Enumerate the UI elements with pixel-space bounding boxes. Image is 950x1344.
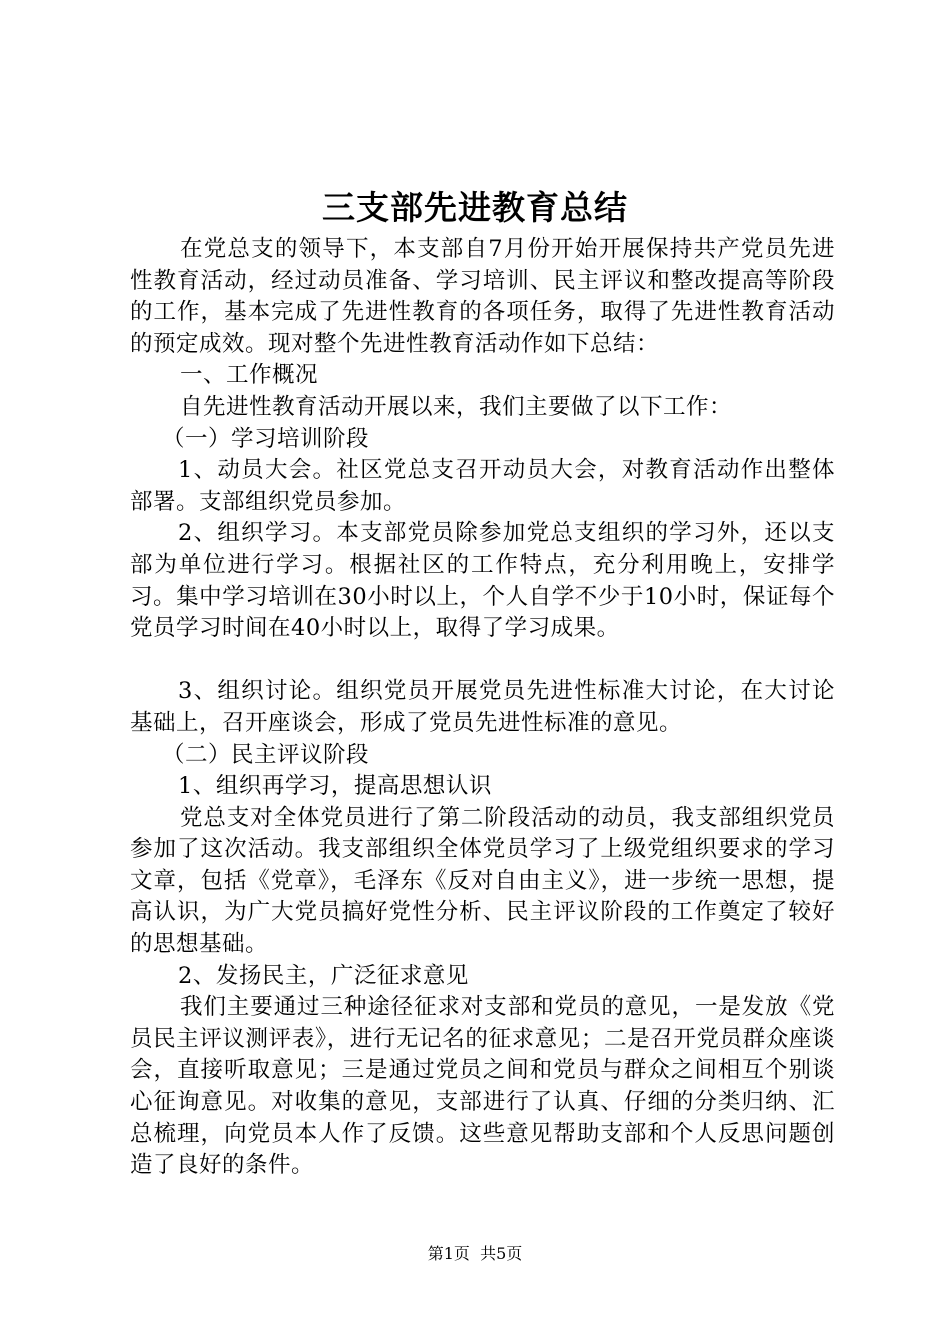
- item-democracy-heading: 2、发扬民主，广泛征求意见: [178, 962, 469, 989]
- document-title: 三支部先进教育总结: [322, 188, 628, 227]
- paragraph-opinion-collection: 我们主要通过三种途径征求对支部和党员的意见，一是发放《党员民主评议测评表》，进行无记名的征求意见；二是召开党员群众座谈会，直接听取意见；三是通过党员之间和党员与群众之间相互个别谈心征询意见。对收集的意见，支部进行了认真、仔细的分类归纳、汇总梳理，向党员本人作了反馈。这些意见帮助支部和个人反思问题创造了良好的条件。: [130, 994, 835, 1179]
- item-organized-study: 2、组织学习。本支部党员除参加党总支组织的学习外，还以支部为单位进行学习。根据社区的工作特点，充分利用晚上，安排学习。集中学习培训在30小时以上，个人自学不少于10小时，保证每个党员学习时间在40小时以上，取得了学习成果。: [130, 520, 835, 642]
- paragraph-restudy: 党总支对全体党员进行了第二阶段活动的动员，我支部组织党员参加了这次活动。我支部组织全体党员学习了上级党组织要求的学习文章，包括《党章》，毛泽东《反对自由主义》，进一步统一思想，提高认识，为广大党员搞好党性分析、民主评议阶段的工作奠定了较好的思想基础。: [130, 804, 835, 958]
- blank-line: [130, 645, 835, 677]
- subsection-heading-democratic-review: （二）民主评议阶段: [162, 741, 370, 768]
- item-mobilization-meeting: 1、动员大会。社区党总支召开动员大会，对教育活动作出整体部署。支部组织党员参加。: [130, 457, 835, 515]
- paragraph-work-summary: 自先进性教育活动开展以来，我们主要做了以下工作：: [180, 393, 733, 420]
- section-heading-work-overview: 一、工作概况: [180, 362, 319, 389]
- document-body: [130, 234, 835, 1182]
- intro-paragraph: 在党总支的领导下，本支部自7月份开始开展保持共产党员先进性教育活动，经过动员准备、学习培训、民主评议和整改提高等阶段的工作，基本完成了先进性教育的各项任务，取得了先进性教育活动的预定成效。现对整个先进性教育活动作如下总结：: [130, 236, 835, 357]
- item-restudy-heading: 1、组织再学习，提高思想认识: [178, 773, 492, 800]
- subsection-heading-study-training: （一）学习培训阶段: [162, 425, 370, 452]
- item-organized-discussion: 3、组织讨论。组织党员开展党员先进性标准大讨论，在大讨论基础上，召开座谈会，形成了党员先进性标准的意见。: [130, 678, 835, 736]
- page-footer: 第1页 共5页: [427, 1244, 523, 1263]
